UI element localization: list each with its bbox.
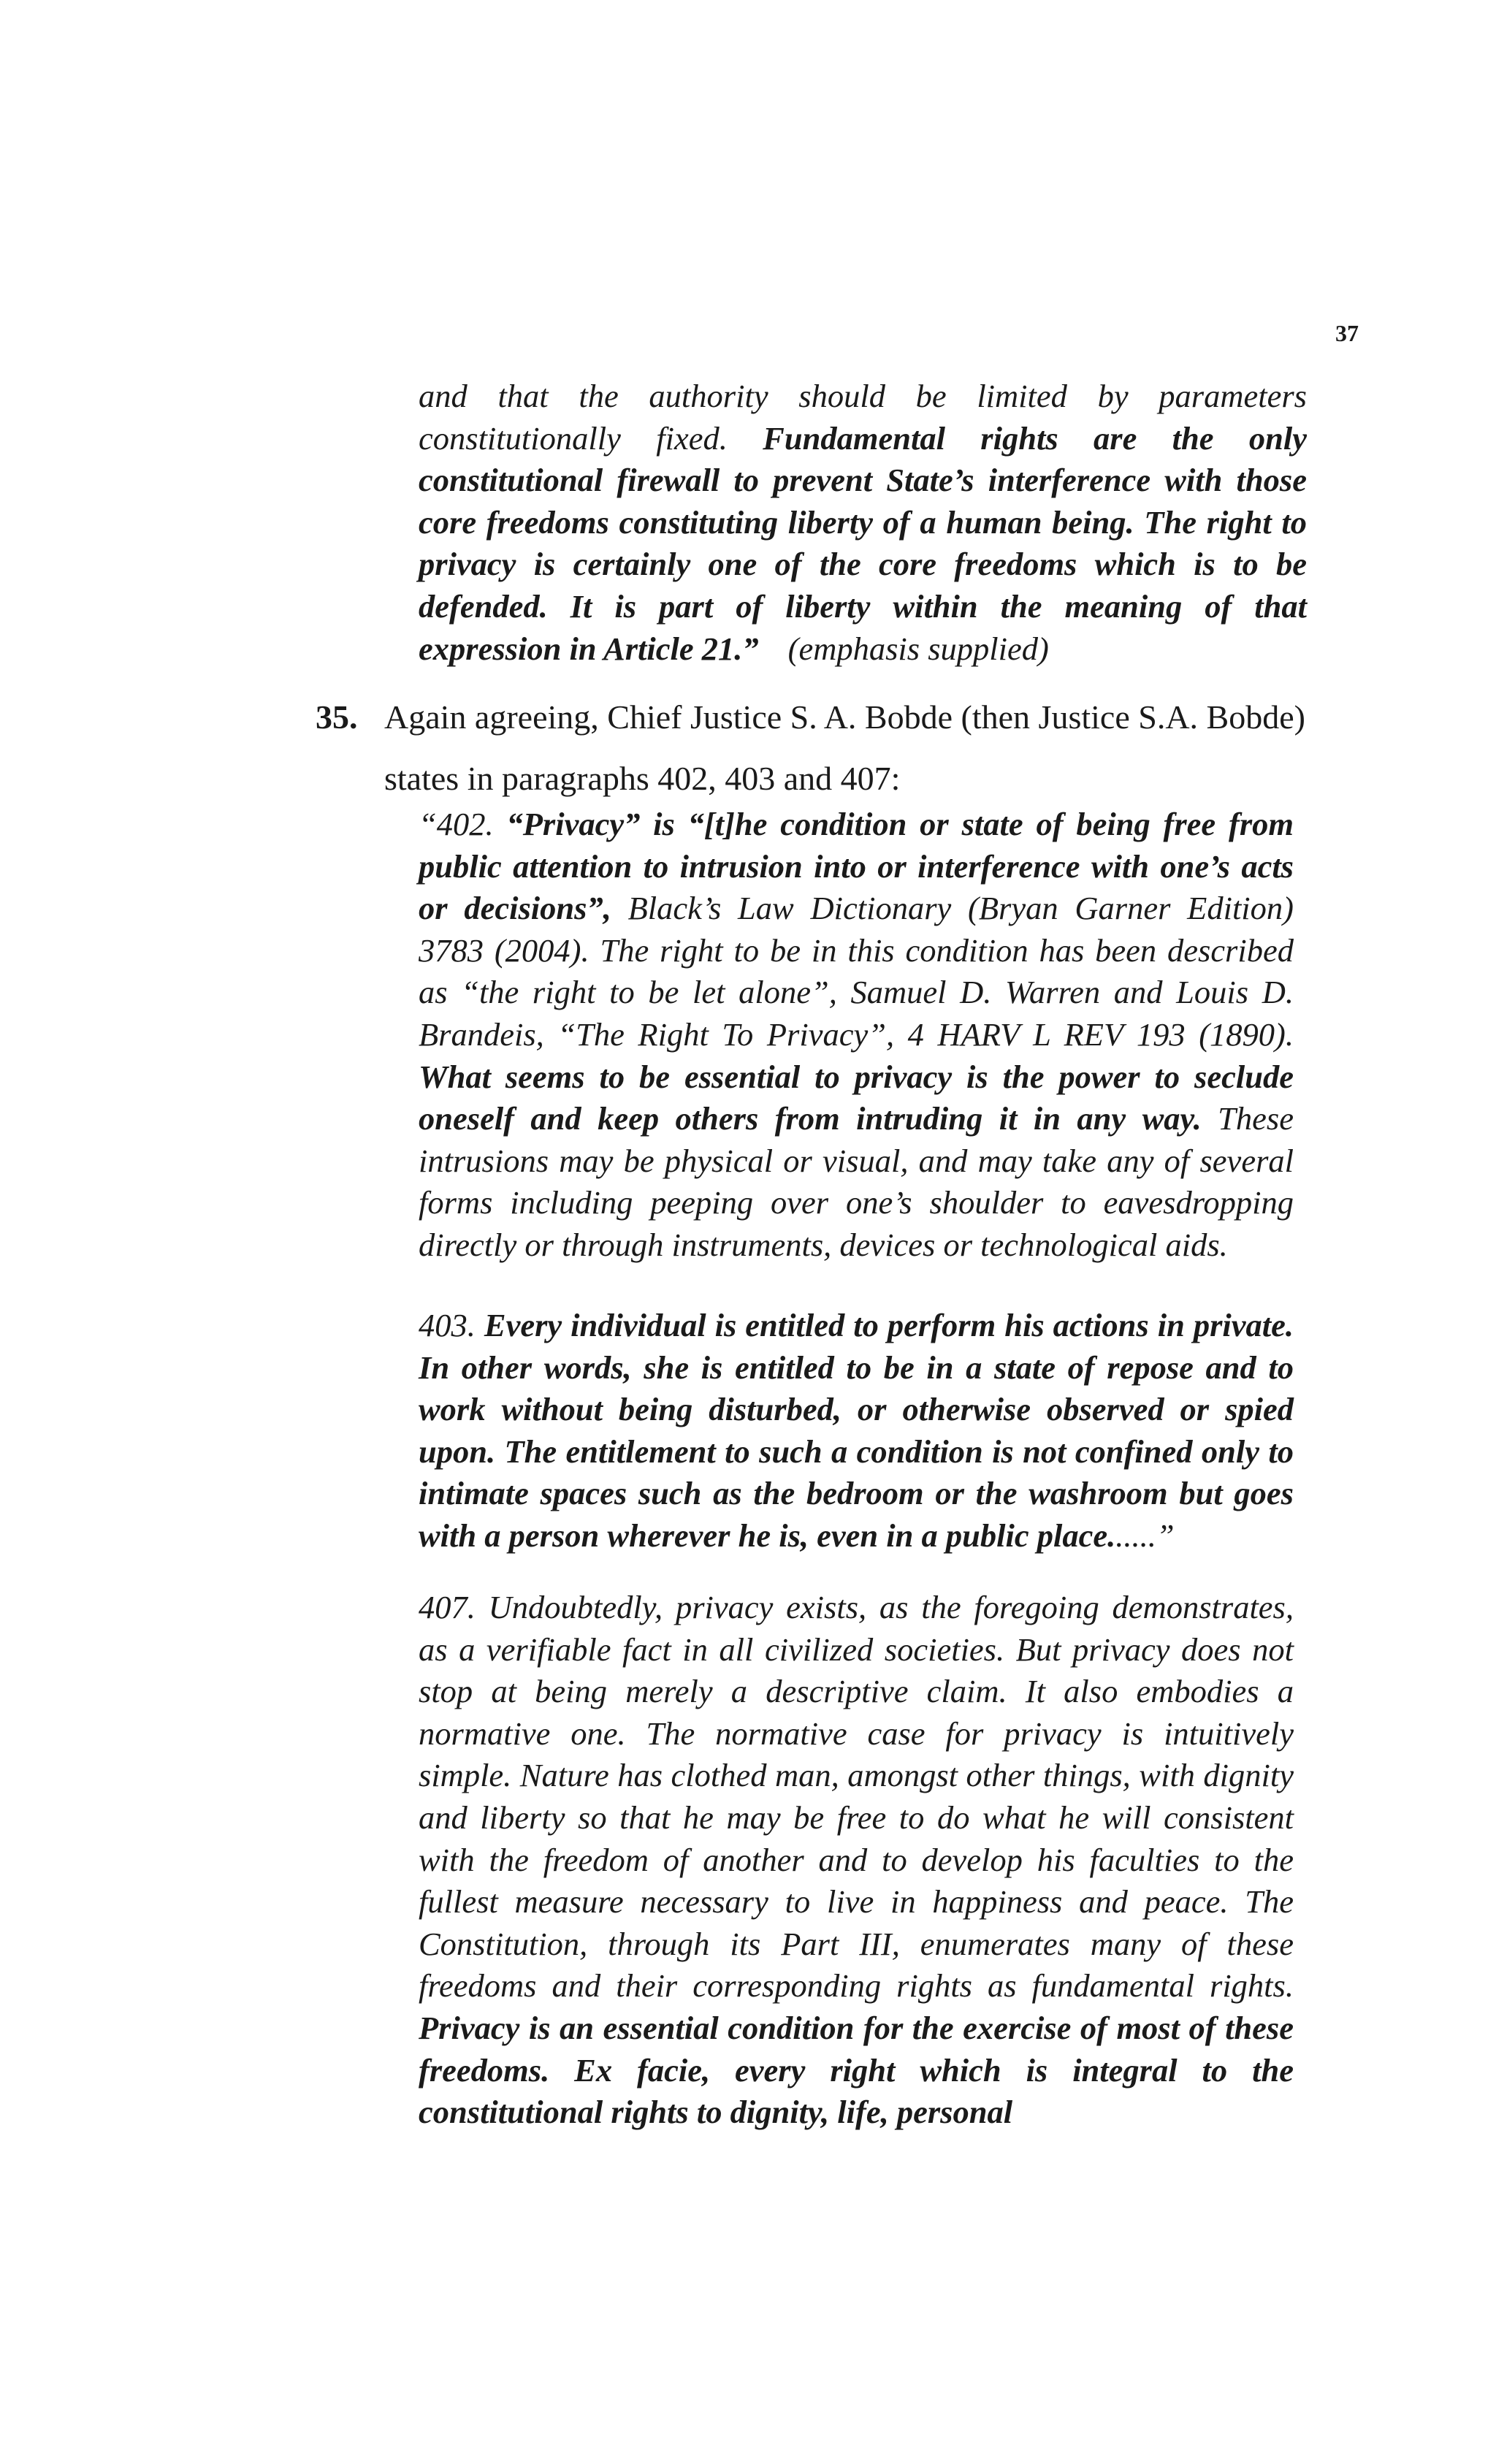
quote-403-lead: 403. [419,1307,484,1343]
paragraph-number: 35. [316,698,358,736]
paragraph-35 [316,687,1338,809]
quote-402-emphasis-2: What seems to be essential to privacy is the power to seclude oneself and keep others from intruding it in any way. [419,1058,1294,1137]
quote-403-tail: .....” [1115,1517,1175,1554]
quote-407-text: 407. Undoubtedly, privacy exists, as the foregoing demonstrates, as a verifiable fact in all civilized societies. But privacy does not stop at being merely a descriptive claim. It also embodies a normative one. The normative case for privacy is intuitively simple. Nature has clothed man, amongst other things, with dignity and liberty so that he may be free to do what he will consistent with the freedom of another and to develop his faculties to the fullest measure necessary to live in happiness and peace. The Constitution, through its Part III, enumerates many of these freedoms and their corresponding rights as fundamental rights. [419,1589,1294,2005]
quote-402-lead: “402. [419,806,507,842]
quote-paragraph-403 [419,1305,1294,1557]
quote-block-continuation [419,375,1307,670]
quote-text: and that the authority should be limited by parameters constitutionally fixed. [419,378,1307,457]
quote-402-emphasis-1: “Privacy” is “[t]he condition or state of being free from public attention to intrusion into or interference with one’s acts or decisions”, [419,806,1294,927]
page-number: 37 [1335,320,1359,346]
paragraph-text: Again agreeing, Chief Justice S. A. Bobde (then Justice S.A. Bobde) states in paragraphs 402, 403 and 407: [384,698,1305,797]
quote-407-emphasis: Privacy is an essential condition for the exercise of most of these freedoms. Ex facie, every right which is integral to the constitutional rights to dignity, life, personal [419,2009,1294,2131]
quote-402-text-2: These intrusions may be physical or visual, and may take any of several forms including peeping over one’s shoulder to eavesdropping directly or through instruments, devices or technological aids. [419,1100,1294,1263]
quote-paragraph-402 [419,804,1294,1267]
quote-emphasis: Fundamental rights are the only constitutional firewall to prevent State’s interference with those core freedoms constituting liberty of a human being. The right to privacy is certainly one of the core freedoms which is to be defended. It is part of liberty within the meaning of that expression in Article 21.” [419,419,1307,667]
quote-paragraph-407 [419,1587,1294,2134]
quote-403-emphasis: Every individual is entitled to perform his actions in private. In other words, she is entitled to be in a state of repose and to work without being disturbed, or otherwise observed or spied upon. The entitlement to such a condition is not confined only to intimate spaces such as the bedroom or the washroom but goes with a person wherever he is, even in a public place. [419,1307,1294,1554]
emphasis-note: (emphasis supplied) [787,630,1049,667]
quote-402-text-1: Black’s Law Dictionary (Bryan Garner Edition) 3783 (2004). The right to be in this condition has been described as “the right to be let alone”, Samuel D. Warren and Louis D. Brandeis, “The Right To Privacy”, 4 HARV L REV 193 (1890). [419,890,1294,1053]
